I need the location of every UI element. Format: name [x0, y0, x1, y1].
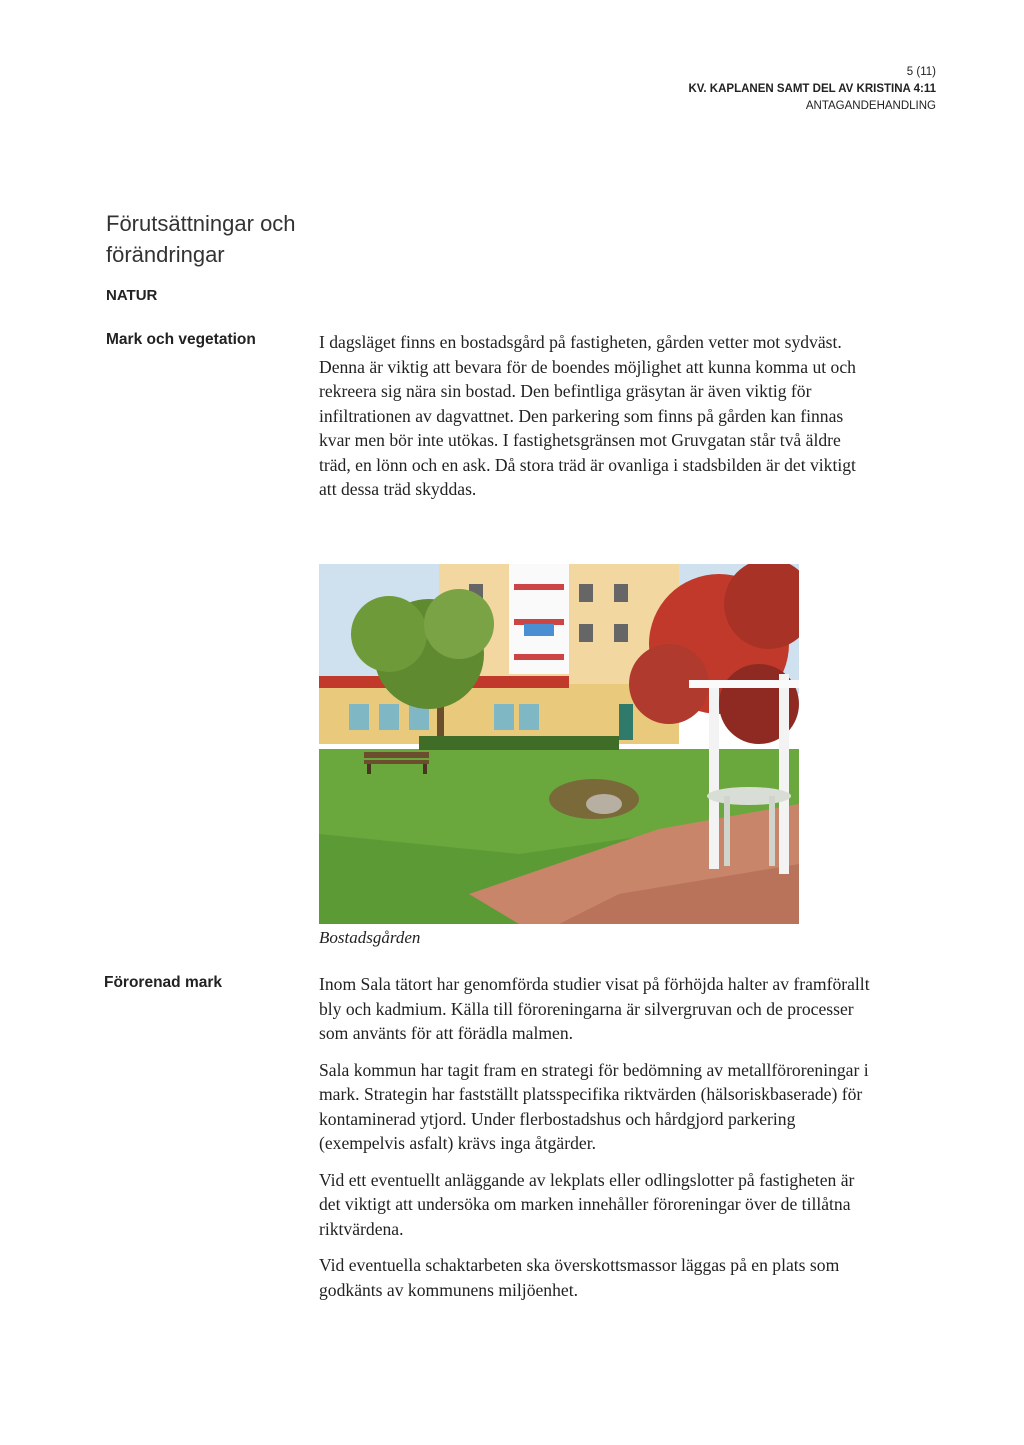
fororenad-mark-paragraph-4: Vid eventuella schaktarbeten ska överskottsmassor läggas på en plats som godkänts av kommunens miljöenhet.	[319, 1255, 840, 1300]
fororenad-mark-text	[319, 972, 874, 1314]
fororenad-mark-paragraph-3: Vid ett eventuellt anläggande av lekplats eller odlingslotter på fastigheten är det viktigt att undersöka om marken innehåller föroreningar över de tillåtna riktvärdena.	[319, 1169, 855, 1239]
mark-och-vegetation-text	[319, 330, 874, 514]
project-title: KV. KAPLANEN SAMT DEL AV KRISTINA 4:11	[688, 83, 936, 95]
fororenad-mark-paragraph-1: Inom Sala tätort har genomförda studier visat på förhöjda halter av framförallt bly och kadmium. Källa till föroreningarna är silvergruvan och de processer som använts för att förädla malmen.	[319, 974, 870, 1043]
mark-och-vegetation-paragraph: I dagsläget finns en bostadsgård på fastigheten, gården vetter mot sydväst. Denna är viktig att bevara för de boendes möjlighet att kunna komma ut och rekreera sig nära sin bostad. Den befintliga gräsytan är även viktig för infiltrationen av dagvattnet. Den parkering som finns på gården kan finnas kvar men bör inte utökas. I fastighetsgränsen mot Gruvgatan står två äldre träd, en lönn och en ask. Då stora träd är ovanliga i stadsbilden är det viktigt att dessa träd skyddas.	[319, 332, 856, 499]
fororenad-mark-label: Förorenad mark	[104, 974, 223, 991]
page-number: 5 (11)	[906, 66, 936, 78]
photo-caption: Bostadsgården	[319, 928, 421, 947]
natur-heading: NATUR	[106, 287, 158, 304]
courtyard-photo	[319, 564, 799, 924]
page-header	[688, 64, 936, 115]
section-title: Förutsättningar och förändringar	[106, 211, 296, 267]
fororenad-mark-paragraph-2: Sala kommun har tagit fram en strategi för bedömning av metallföroreningar i mark. Strategin har fastställt platsspecifika riktvärden (hälsoriskbaserade) för kontaminerad ytjord. Under flerbostadshus och hårdgjord parkering (exempelvis asfalt) krävs inga åtgärder.	[319, 1059, 869, 1153]
document-type: ANTAGANDEHANDLING	[805, 100, 936, 112]
mark-och-vegetation-label: Mark och vegetation	[106, 331, 256, 348]
